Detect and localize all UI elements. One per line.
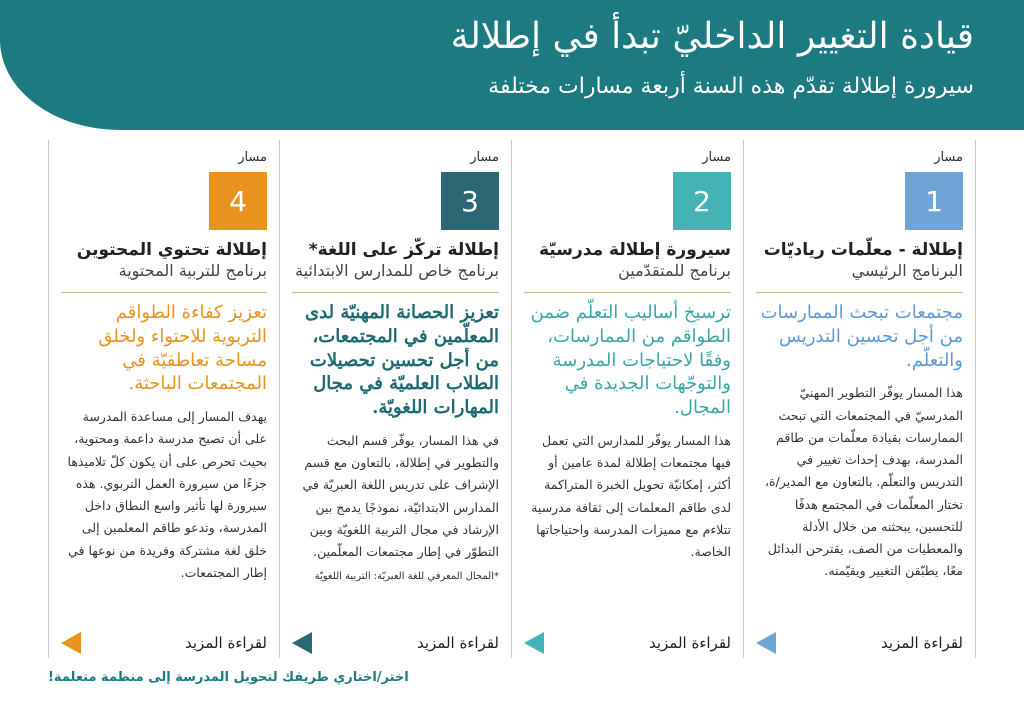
path-label: مسار [470,150,499,165]
read-more-label: لقراءة المزيد [416,634,499,652]
path-footnote: *المجال المعرفي للغة العبريّة: التربية اللغويّة [314,571,499,583]
path-column-3 [280,140,512,658]
path-lead: ترسيخ أساليب التعلّم ضمن الطواقم من الممارسات، وفقًا لاحتياجات المدرسة والتوجّهات الجديدة في المجال. [530,302,731,419]
path-title: إطلالة - معلّمات رياديّات [763,240,963,260]
page-title: قيادة التغيير الداخليّ تبدأ في إطلالة [450,16,974,57]
path-lead: مجتمعات تبحث الممارسات من أجل تحسين التدريس والتعلّم. [760,302,963,371]
arrow-left-icon [292,632,312,654]
path-description: هذا المسار يوفّر التطوير المهنيّ المدرسيّ في المجتمعات التي تبحث الممارسات بقيادة معلّمات من طاقم المدرسة، بهدف إحداث تغيير في التدريس والتعلّم. بالتعاون مع المدير/ة، تختار المعلّمات في المجتمع هدفًا للتحسين، يبحثنه من خلال الأدلة والمعطيات من الصف، يقترحن البدائل معًا، يطبّقن التغيير ويقيّمنه. [764,385,963,579]
path-description: في هذا المسار، يوفّر قسم البحث والتطوير في إطلالة، بالتعاون مع قسم الإشراف على تدريس اللغة العبريّة في المدارس الابتدائيّة، نموذجًا يدمج بين الإرشاد في مجال التربية اللغويّة وبين التطوّر في إطار مجتمعات المعلّمين. [302,432,499,560]
arrow-left-icon [756,632,776,654]
path-subtitle: برنامج للتربية المحتوية [118,261,267,281]
read-more-label: لقراءة المزيد [880,634,963,652]
path-title: إطلالة تركّز على اللغة* [308,240,499,260]
read-more-link[interactable] [61,632,267,654]
divider [524,292,731,293]
path-number-badge: 2 [673,172,731,230]
divider [292,292,499,293]
header-banner [0,0,1024,130]
path-lead: تعزيز الحصانة المهنيّة لدى المعلّمين في المجتمعات، من أجل تحسين تحصيلات الطلاب العلميّة في مجال المهارات اللغويّة. [305,302,499,419]
call-to-action: اختر/اختاري طريقك لتحويل المدرسة إلى منظمة متعلمة! [48,670,409,685]
path-column-2 [512,140,744,658]
path-number-badge: 1 [905,172,963,230]
path-subtitle: برنامج خاص للمدارس الابتدائية [295,261,499,281]
arrow-left-icon [524,632,544,654]
read-more-link[interactable] [292,632,499,654]
read-more-label: لقراءة المزيد [648,634,731,652]
path-label: مسار [934,150,963,165]
divider [61,292,267,293]
path-label: مسار [702,150,731,165]
path-column-4 [48,140,280,658]
path-subtitle: البرنامج الرئيسي [851,261,963,281]
path-column-1 [744,140,976,658]
path-description: هذا المسار يوفّر للمدارس التي تعمل فيها مجتمعات إطلالة لمدة عامين أو أكثر، إمكانيّة تحويل الخبرة المتراكمة لدى طاقم المعلمات إلى ثقافة مدرسية تتلاءم مع مميزات المدرسة واحتياجاتها الخاصة. [531,432,731,560]
path-number-badge: 4 [209,172,267,230]
divider [756,292,963,293]
path-label: مسار [238,150,267,165]
read-more-label: لقراءة المزيد [184,634,267,652]
path-number-badge: 3 [441,172,499,230]
read-more-link[interactable] [524,632,731,654]
path-lead: تعزيز كفاءة الطواقم التربوية للاحتواء ولخلق مساحة تعاطفيّة في المجتمعات الباحثة. [98,302,267,395]
path-description: يهدف المسار إلى مساعدة المدرسة على أن تصبح مدرسة داعمة ومحتوية، بحيث تحرص على أن يكون كلّ تلاميذها جزءًا من سيرورة العمل التربوي. هذه سيرورة لها تأثير واسع النطاق داخل المدرسة، وتدعو طاقم المعلمين إلى خلق لغة مشتركة وفريدة من نوعها في إطار المجتمعات. [67,409,267,580]
read-more-link[interactable] [756,632,963,654]
arrow-left-icon [61,632,81,654]
page-subtitle: سيرورة إطلالة تقدّم هذه السنة أربعة مسارات مختلفة [488,74,974,99]
paths-grid [48,140,976,658]
path-title: سيرورة إطلالة مدرسيّة [539,240,731,260]
path-subtitle: برنامج للمتقدّمين [618,261,731,281]
path-title: إطلالة تحتوي المحتوين [76,240,267,260]
